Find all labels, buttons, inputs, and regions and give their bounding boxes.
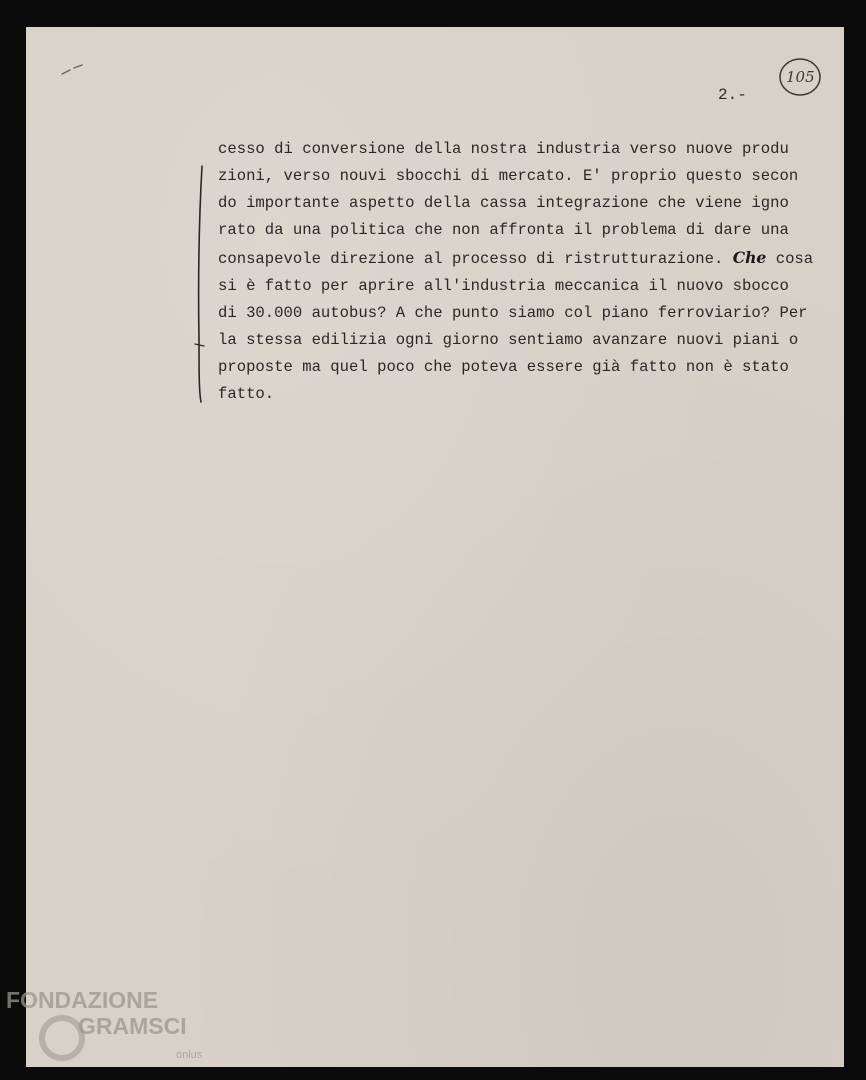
watermark-line3: onlus xyxy=(176,1049,203,1061)
text-line: rato da una politica che non affronta il problema di dare una xyxy=(218,221,789,239)
text-line: la stessa edilizia ogni giorno sentiamo avanzare nuovi piani o xyxy=(218,331,799,349)
watermark-line1: FONDAZIONE xyxy=(6,987,159,1013)
folio-number: 105 xyxy=(786,68,815,86)
text-line: do importante aspetto della cassa integrazione che viene igno xyxy=(218,194,789,212)
text-line-with-handwriting xyxy=(218,244,813,273)
text-line: si è fatto per aprire all'industria meccanica il nuovo sbocco xyxy=(218,277,789,295)
typed-paragraph xyxy=(218,136,813,408)
stray-pen-mark xyxy=(60,62,86,76)
fondazione-gramsci-logo xyxy=(4,986,234,1066)
text-line-suffix: cosa xyxy=(766,250,814,268)
text-line: proposte ma quel poco che poteva essere già fatto non è stato xyxy=(218,358,789,376)
text-line: di 30.000 autobus? A che punto siamo col piano ferroviario? Per xyxy=(218,304,808,322)
handwritten-insertion: Che xyxy=(732,248,767,267)
page-number: 2.- xyxy=(718,86,747,104)
watermark-line2: GRAMSCI xyxy=(78,1013,187,1039)
text-line-typed: consapevole direzione al processo di ristrutturazione. xyxy=(218,250,724,268)
margin-bracket-mark xyxy=(190,160,220,410)
text-line: cesso di conversione della nostra industria verso nuove produ xyxy=(218,140,789,158)
text-line: fatto. xyxy=(218,385,275,403)
text-line: zioni, verso nouvi sbocchi di mercato. E' proprio questo secon xyxy=(218,167,799,185)
